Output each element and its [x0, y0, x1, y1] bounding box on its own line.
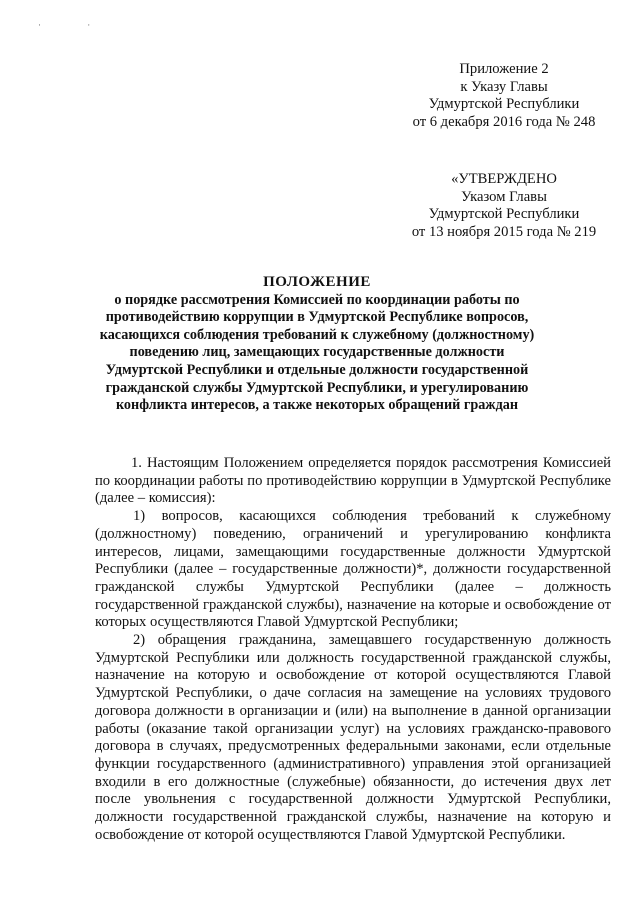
list-item-1: 1) вопросов, касающихся соблюдения требований к служебному (должностному) поведению, ограничений и урегулированию конфликта интересов, лицами, замещающими государственные должности Удмуртской Республики (далее – государственные должности)*, должности государственной гражданской службы Удмуртской Республики (далее – должность государственной гражданской службы), назначение на которые и освобождение от которых осуществляются Главой Удмуртской Республики; [95, 508, 611, 631]
approval-line: от 13 ноября 2015 года № 219 [411, 223, 597, 240]
appendix-line: к Указу Главы [460, 78, 548, 95]
document-subtitle: о порядке рассмотрения Комиссией по координации работы по противодействию коррупции в Удмуртской Республике вопросов, касающихся соблюдения требований к служебному (должностному) поведению лиц, замещающих государственные должности Удмуртской Республики и отдельные должности государственной гражданской службы Удмуртской Республики, и урегулированию конфликта интересов, а также некоторых обращений граждан [99, 291, 535, 414]
approval-header [398, 171, 610, 241]
appendix-line: Приложение 2 [459, 61, 549, 77]
list-item-2: 2) обращения гражданина, замещавшего государственную должность Удмуртской Республики или должность государственной гражданской службы, назначение на которую и освобождение от которой осуществляются Главой Удмуртской Республики, о даче согласия на замещение на условиях трудового договора должности в организации и (или) на выполнение в данной организации работы (оказание такой организации услуг) на условиях гражданско-правового договора в случаях, предусмотренных федеральными законами, если отдельные функции государственного (административного) управления этой организацией входили в его должностные (служебные) обязанности, до истечения двух лет после увольнения с государственной должности Удмуртской Республики, должности государственной гражданской службы, назначение на которую и освобождение от которой осуществляются Главой Удмуртской Республики. [95, 632, 611, 843]
approval-line: Удмуртской Республики [428, 206, 580, 223]
scan-marks: · · [38, 20, 113, 30]
document-body [95, 455, 611, 844]
appendix-header [398, 61, 610, 131]
document-heading [92, 274, 542, 415]
appendix-line: Удмуртской Республики [428, 96, 580, 113]
paragraph-1: 1. Настоящим Положением определяется порядок рассмотрения Комиссией по координации работы по противодействию коррупции в Удмуртской Республике (далее – комиссия): [95, 455, 611, 507]
approval-line: Указом Главы [461, 188, 547, 205]
document-title: ПОЛОЖЕНИЕ [263, 274, 371, 290]
approval-line: «УТВЕРЖДЕНО [451, 171, 557, 187]
appendix-line: от 6 декабря 2016 года № 248 [412, 113, 596, 130]
